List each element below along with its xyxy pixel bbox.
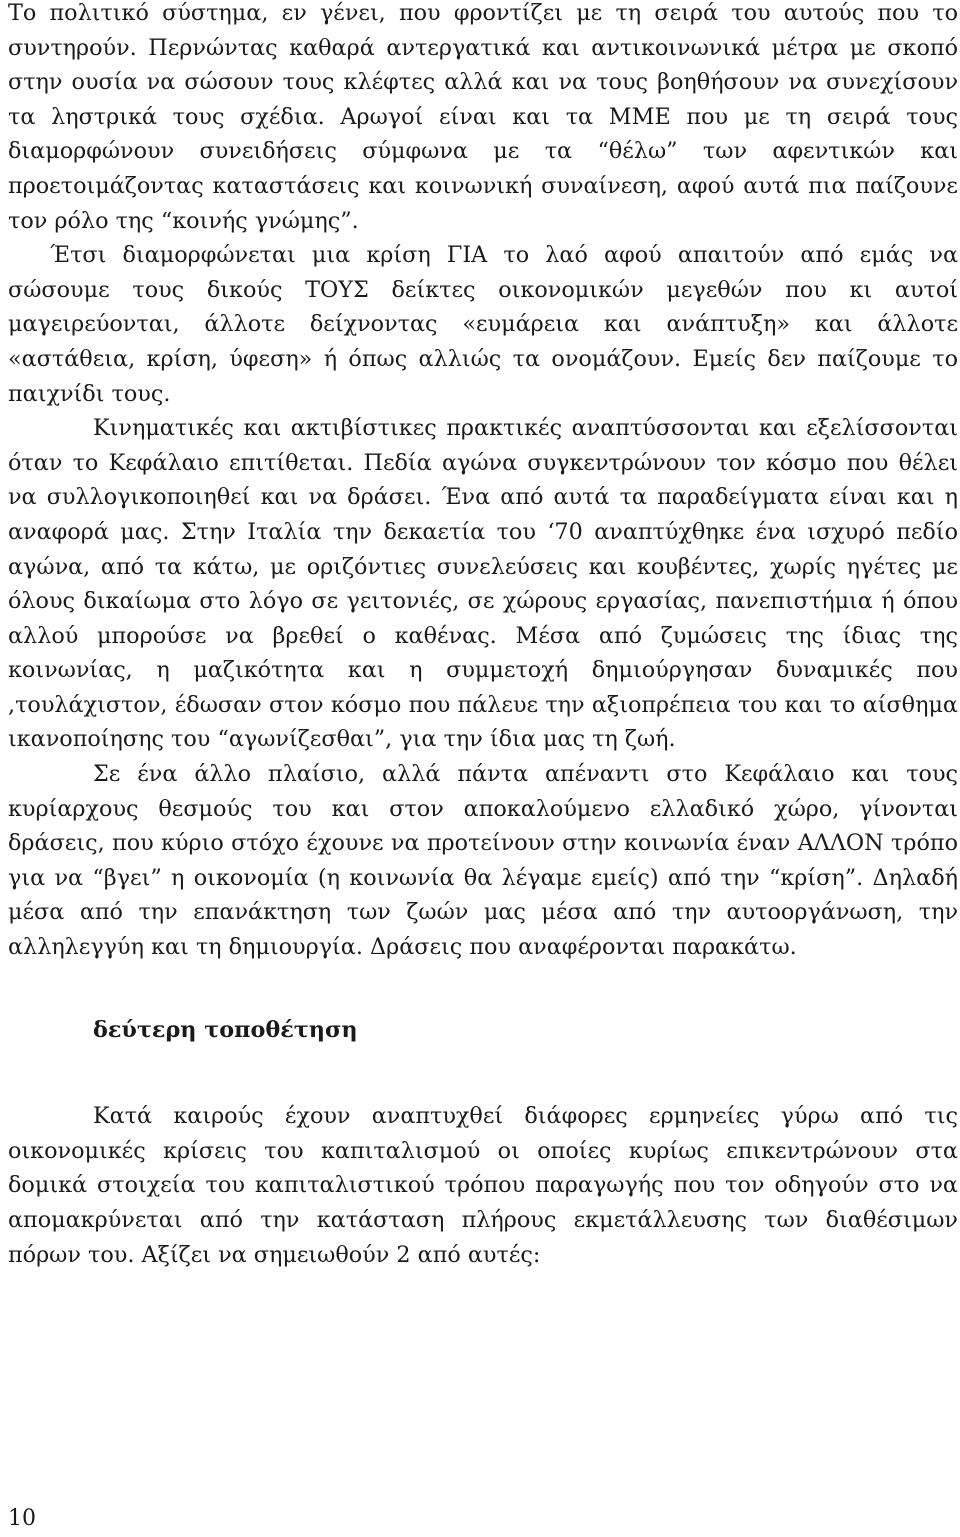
section-heading: δεύτερη τοποθέτηση <box>93 1016 358 1043</box>
paragraph-crisis-for-people: Έτσι διαμορφώνεται μια κρίση ΓΙΑ το λαό αφού απαιτούν από εμάς να σώσουμε τους δικούς ΤΟΥΣ δείκτες οικονομικών μεγεθών που κι αυτοί μαγειρεύονται, άλλοτε δείχνοντας «ευμάρεια και ανάπτυξη» και άλλοτε «αστάθεια, κρίση, ύφεση» ή όπως αλλιώς τα ονομάζουν. Εμείς δεν παίζουμε το παιχνίδι τους. <box>8 242 958 407</box>
paragraph-political-system: Το πολιτικό σύστημα, εν γένει, που φροντίζει με τη σειρά του αυτούς που το συντηρούν. Περνώντας καθαρά αντεργατικά και αντικοινωνικά μέτρα με σκοπό στην ουσία να σώσουν τους κλέφτες αλλά και να τους βοηθήσουν να συνεχίσουν τα ληστρικά τους σχέδια. Αρωγοί είναι και τα ΜΜΕ που με τη σειρά τους διαμορφώνουν συνειδήσεις σύμφωνα με τα “θέλω” των αφεντικών και προετοιμάζοντας καταστάσεις και κοινωνική συναίνεση, αφού αυτά πια παίζουνε τον ρόλο της “κοινής γνώμης”. <box>8 0 958 234</box>
paragraph-activist-practices: Κινηματικές και ακτιβίστικες πρακτικές αναπτύσσονται και εξελίσσονται όταν το Κεφάλαιο επιτίθεται. Πεδία αγώνα συγκεντρώνουν τον κόσμο που θέλει να συλλογικοποιηθεί και να δράσει. Ένα από αυτά τα παραδείγματα είναι και η αναφορά μας. Στην Ιταλία την δεκαετία του ‘70 αναπτύχθηκε ένα ισχυρό πεδίο αγώνα, από τα κάτω, με οριζόντιες συνελεύσεις και κουβέντες, χωρίς ηγέτες με όλους δικαίωμα στο λόγο σε γειτονιές, σε χώρους εργασίας, πανεπιστήμια ή όπου αλλού μπορούσε να βρεθεί ο καθένας. Μέσα από ζυμώσεις της ίδιας της κοινωνίας, η μαζικότητα και η συμμετοχή δημιούργησαν δυναμικές που ,τουλάχιστον, έδωσαν στον κόσμο που πάλευε την αξιοπρέπεια του και το αίσθημα ικανοποίησης του “αγωνίζεσθαι”, για την ίδια μας τη ζωή. <box>8 415 958 753</box>
page-number: 10 <box>8 1506 36 1531</box>
body-text-bottom <box>8 1099 958 1272</box>
paragraph-crisis-interpretations: Κατά καιρούς έχουν αναπτυχθεί διάφορες ερμηνείες γύρω από τις οικονομικές κρίσεις του καπιταλισμού οι οποίες κυρίως επικεντρώνουν στα δομικά στοιχεία του καπιταλιστικού τρόπου παραγωγής που τον οδηγούν στο να απομακρύνεται από την κατάσταση πλήρους εκμετάλλευσης των διαθέσιμων πόρων του. Αξίζει να σημειωθούν 2 από αυτές: <box>8 1103 958 1268</box>
paragraph-other-context: Σε ένα άλλο πλαίσιο, αλλά πάντα απέναντι στο Κεφάλαιο και τους κυρίαρχους θεσμούς του και στον αποκαλούμενο ελλαδικό χώρο, γίνονται δράσεις, που κύριο στόχο έχουνε να προτείνουν στην κοινωνία έναν ΑΛΛΟΝ τρόπο για να “βγει” η οικονομία (η κοινωνία θα λέγαμε εμείς) από την “κρίση”. Δηλαδή μέσα από την επανάκτηση των ζωών μας μέσα από την αυτοοργάνωση, την αλληλεγγύη και τη δημιουργία. Δράσεις που αναφέρονται παρακάτω. <box>8 761 958 961</box>
document-page <box>8 0 958 1272</box>
body-text-top <box>8 0 958 965</box>
